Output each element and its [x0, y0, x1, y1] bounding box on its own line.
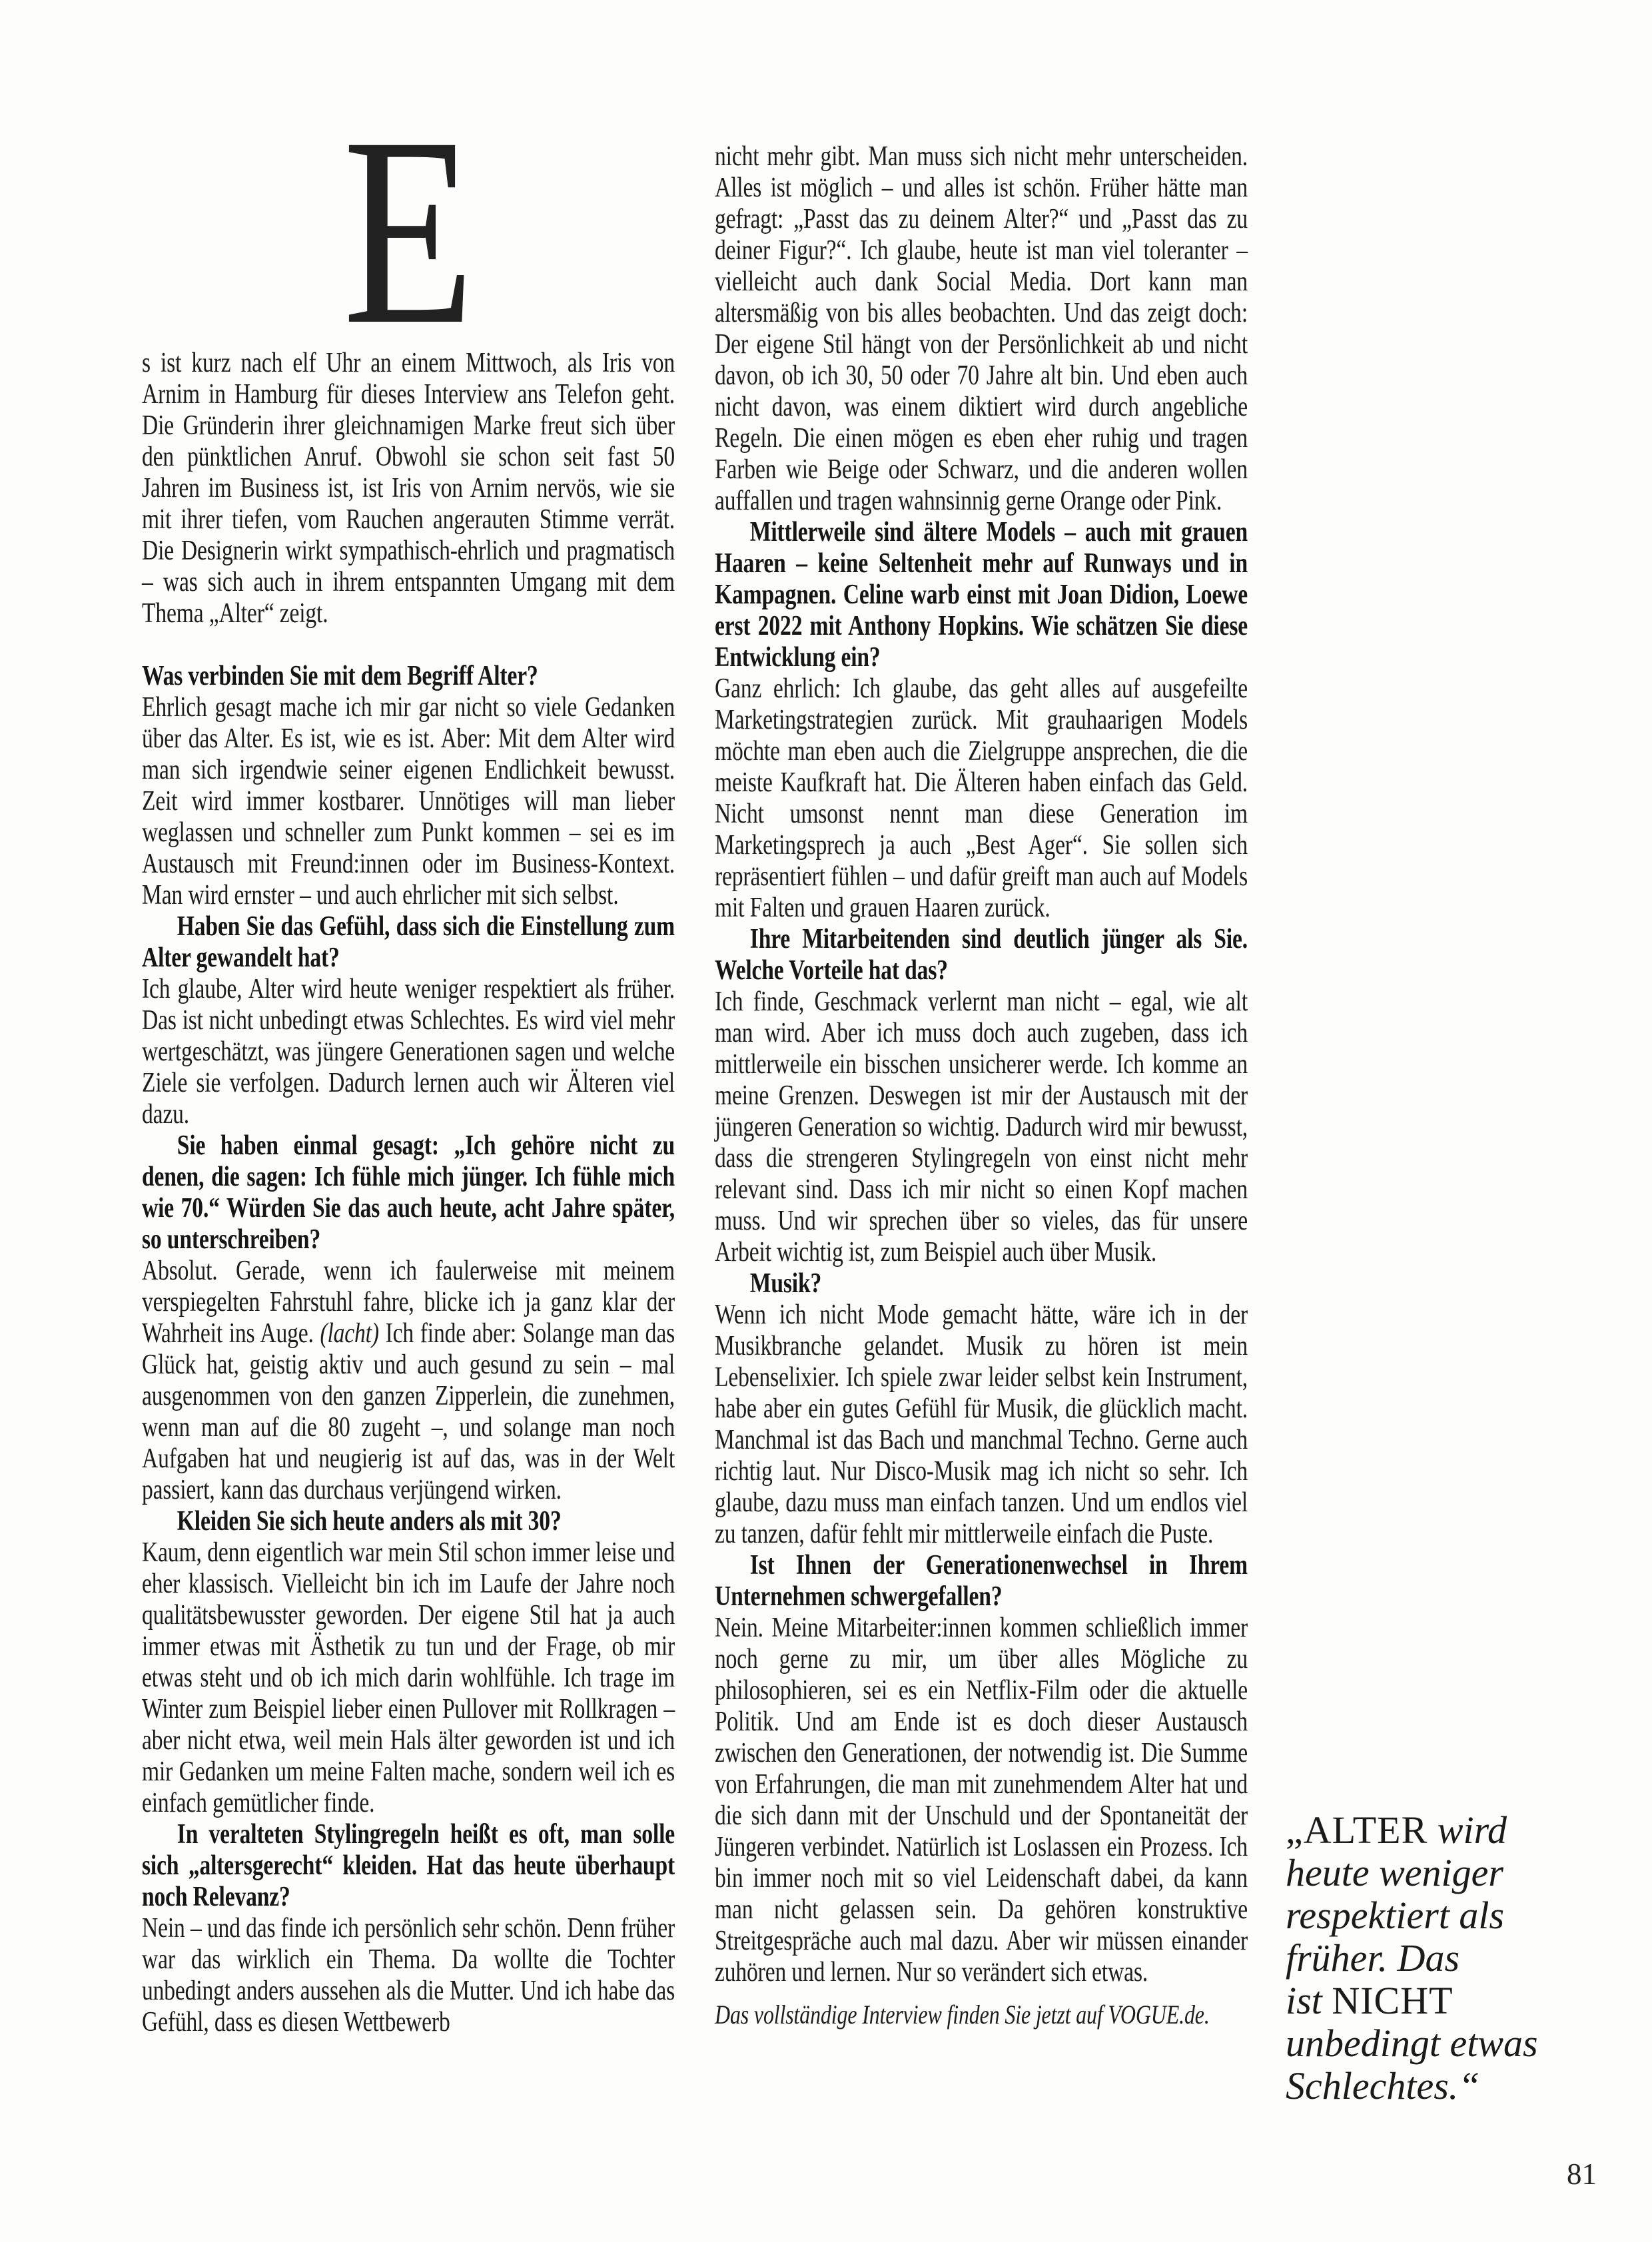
- column-left: [142, 81, 675, 2038]
- text-run: Ihre Mitarbeitenden sind deutlich jünger als Sie. Welche Vorteile hat das?: [715, 924, 1248, 986]
- text-run: Kaum, denn eigentlich war mein Stil schon immer leise und eher klassisch. Vielleicht bin ich im Laufe der Jahre noch qualitätsbewusster geworden. Der eigene Stil hat ja auch immer etwas mit Ästhetik zu tun und der Frage, ob mir etwas steht und ob ich mich darin wohlfühle. Ich trage im Winter zum Beispiel lieber einen Pullover mit Rollkragen – aber nicht etwa, weil mein Hals älter geworden ist und ich mir Gedanken um meine Falten mache, sondern weil ich es einfach gemütlicher finde.: [142, 1537, 675, 1818]
- interview-question: [715, 1268, 1248, 1300]
- text-run: nicht mehr gibt. Man muss sich nicht mehr unterscheiden. Alles ist möglich – und alles ist schön. Früher hätte man gefragt: „Passt das zu deinem Alter?“ und „Passt das zu deiner Figur?“. Ich glaube, heute ist man viel toleranter – vielleicht auch dank Social Media. Dort kann man altersmäßig von bis alles beobachten. Und das zeigt doch: Der eigene Stil hängt von der Persönlichkeit ab und nicht davon, ob ich 30, 50 oder 70 Jahre alt bin. Und eben auch nicht davon, was einem diktiert wird durch angebliche Regeln. Die einen mögen es eben eher ruhig und tragen Farben wie Beige oder Schwarz, und die anderen wollen auffallen und tragen wahnsinnig gerne Orange oder Pink.: [715, 141, 1248, 516]
- text-run: Absolut. Gerade, wenn ich faulerweise mit meinem verspiegelten Fahrstuhl fahre, blicke ich ja ganz klar der Wahrheit ins Auge.: [142, 1256, 675, 1349]
- text-run: Was verbinden Sie mit dem Begriff Alter?: [142, 661, 538, 691]
- italic-run: Schlechtes.“: [1286, 2064, 1480, 2107]
- interview-answer: [715, 1300, 1248, 1550]
- column-right: [715, 141, 1248, 2030]
- text-run: In veralteten Stylingregeln heißt es oft, man solle sich „altersgerecht“ kleiden. Hat das heute überhaupt noch Relevanz?: [142, 1819, 675, 1912]
- pull-quote-line: [1286, 2065, 1572, 2107]
- text-run: Ist Ihnen der Generationenwechsel in Ihrem Unternehmen schwergefallen?: [715, 1550, 1248, 1612]
- interview-question: [142, 1819, 675, 1913]
- text-run: Ich glaube, Alter wird heute weniger respektiert als früher. Das ist nicht unbedingt etwas Schlechtes. Es wird viel mehr wertgeschätzt, was jüngere Generationen sagen und welche Ziele sie verfolgen. Dadurch lernen auch wir Älteren viel dazu.: [142, 974, 675, 1130]
- text-run: Kleiden Sie sich heute anders als mit 30?: [177, 1506, 562, 1537]
- caps-run: NICHT: [1332, 1979, 1453, 2022]
- italic-run: respektiert als: [1286, 1894, 1505, 1937]
- interview-answer: [715, 673, 1248, 924]
- text-run: Nein – und das finde ich persönlich sehr schön. Denn früher war das wirklich ein Thema. Da wollte die Tochter unbedingt anders aussehen als die Mutter. Und ich habe das Gefühl, dass es diesen Wettbewerb: [142, 1913, 675, 2038]
- interview-answer: [715, 986, 1248, 1268]
- pull-quote-line: [1286, 1809, 1572, 1852]
- pull-quote-line: [1286, 1852, 1572, 1894]
- interview-question: [715, 1550, 1248, 1613]
- italic-run: heute weniger: [1286, 1851, 1503, 1894]
- page-number: 81: [1567, 2157, 1597, 2191]
- italic-run: (lacht): [320, 1318, 379, 1349]
- italic-run: ist: [1286, 1979, 1332, 2022]
- italic-run: unbedingt etwas: [1286, 2022, 1538, 2065]
- pull-quote-line: [1286, 2022, 1572, 2065]
- text-run: Ehrlich gesagt mache ich mir gar nicht so viele Gedanken über das Alter. Es ist, wie es ist. Aber: Mit dem Alter wird man sich irgendwie seiner eigenen Endlichkeit bewusst. Zeit wird immer kostbarer. Unnötiges will man lieber weglassen und schneller zum Punkt kommen – sei es im Austausch mit Freund:innen oder im Business-Kontext. Man wird ernster – und auch ehrlicher mit sich selbst.: [142, 692, 675, 911]
- column-left-text: [142, 348, 675, 2038]
- text-run: Ganz ehrlich: Ich glaube, das geht alles auf ausgefeilte Marketingstrategien zurück. Mit grauhaarigen Models möchte man eben auch die Zielgruppe ansprechen, die die meiste Kaufkraft hat. Die Älteren haben einfach das Geld. Nicht umsonst nennt man diese Generation im Marketingsprech ja auch „Best Ager“. Sie sollen sich repräsentiert fühlen – und dafür greift man auch auf Models mit Falten und grauen Haaren zurück.: [715, 673, 1248, 923]
- text-run: Musik?: [749, 1268, 822, 1299]
- interview-answer: [142, 1913, 675, 2038]
- pull-quote-line: [1286, 1980, 1572, 2022]
- interview-question: [142, 1130, 675, 1256]
- text-run: Mittlerweile sind ältere Models – auch mit grauen Haaren – keine Seltenheit mehr auf Runways und in Kampagnen. Celine warb einst mit Joan Didion, Loewe erst 2022 mit Anthony Hopkins. Wie schätzen Sie diese Entwicklung ein?: [715, 517, 1248, 673]
- interview-answer: [142, 974, 675, 1130]
- interview-answer: [715, 1613, 1248, 1988]
- interview-answer: [142, 1537, 675, 1819]
- interview-answer: [142, 692, 675, 911]
- text-run: Haben Sie das Gefühl, dass sich die Einstellung zum Alter gewandelt hat?: [142, 911, 675, 973]
- italic-run: wird: [1428, 1808, 1507, 1852]
- interview-question: [142, 911, 675, 974]
- interview-question: [142, 1506, 675, 1537]
- column-right-inner: [715, 141, 1248, 2030]
- pull-quote-line: [1286, 1894, 1572, 1937]
- column-left-inner: [142, 81, 675, 2038]
- drop-cap: E: [342, 81, 475, 380]
- caps-run: „ALTER: [1286, 1808, 1428, 1852]
- interview-question: [715, 924, 1248, 986]
- text-run: Wenn ich nicht Mode gemacht hätte, wäre ich in der Musikbranche gelandet. Musik zu hören ist mein Lebenselixier. Ich spiele zwar leider selbst kein Instrument, habe aber ein gutes Gefühl für Musik, die glücklich macht. Manchmal ist das Bach und manchmal Techno. Gerne auch richtig laut. Nur Disco-Musik mag ich nicht so sehr. Ich glaube, dazu muss man einfach tanzen. Und um endlos viel zu tanzen, dafür fehlt mir mittlerweile einfach die Puste.: [715, 1300, 1248, 1549]
- text-run: s ist kurz nach elf Uhr an einem Mittwoch, als Iris von Arnim in Hamburg für dieses Interview ans Telefon geht. Die Gründerin ihrer gleichnamigen Marke freut sich über den pünktlichen Anruf. Obwohl sie schon seit fast 50 Jahren im Business ist, ist Iris von Arnim nervös, wie sie mit ihrer tiefen, vom Rauchen angerauten Stimme verrät. Die Designerin wirkt sympathisch-ehrlich und pragmatisch – was sich auch in ihrem entspannten Umgang mit dem Thema „Alter“ zeigt.: [142, 348, 675, 629]
- interview-answer: [715, 141, 1248, 517]
- column-right-text: [715, 141, 1248, 2030]
- footer-note: [715, 1999, 1248, 2030]
- italic-run: Das vollständige Interview finden Sie jetzt auf VOGUE.de.: [715, 2000, 1210, 2030]
- pull-quote: [1286, 1809, 1572, 2107]
- interview-question: [142, 661, 675, 692]
- text-run: Nein. Meine Mitarbeiter:innen kommen schließlich immer noch gerne zu mir, um über alles Mögliche zu philosophieren, sei es ein Netflix-Film oder die aktuelle Politik. Und am Ende ist es doch dieser Austausch zwischen den Generationen, der notwendig ist. Die Summe von Erfahrungen, die man mit zunehmendem Alter hat und die sich dann mit der Unschuld und der Spontaneität der Jüngeren verbindet. Natürlich ist Loslassen ein Prozess. Ich bin immer noch mit so viel Leidenschaft dabei, da kann man nicht gelassen sein. Da gehören konstruktive Streitgespräche auch mal dazu. Aber wir müssen einander zuhören und lernen. Nur so verändert sich etwas.: [715, 1613, 1248, 1988]
- interview-answer: [142, 1256, 675, 1506]
- italic-run: früher. Das: [1286, 1936, 1460, 1980]
- pull-quote-line: [1286, 1937, 1572, 1980]
- intro-paragraph: [142, 348, 675, 629]
- text-run: Ich finde, Geschmack verlernt man nicht – egal, wie alt man wird. Aber ich muss doch auch zugeben, dass ich mittlerweile ein bisschen unsicherer werde. Ich komme an meine Grenzen. Deswegen ist mir der Austausch mit der jüngeren Generation so wichtig. Dadurch wird mir bewusst, dass die strengeren Stylingregeln von einst nicht mehr relevant sind. Dass ich mir nicht so einen Kopf machen muss. Und wir sprechen über so vieles, das für unsere Arbeit wichtig ist, zum Beispiel auch über Musik.: [715, 986, 1248, 1268]
- text-run: Ich finde aber: Solange man das Glück hat, geistig aktiv und auch gesund zu sein – mal ausgenommen von den ganzen Zipperlein, die zunehmen, wenn man auf die 80 zugeht –, und solange man noch Aufgaben hat und neugierig ist auf das, was in der Welt passiert, kann das durchaus verjüngend wirken.: [142, 1318, 675, 1505]
- interview-question: [715, 517, 1248, 673]
- text-run: Sie haben einmal gesagt: „Ich gehöre nicht zu denen, die sagen: Ich fühle mich jünger. Ich fühle mich wie 70.“ Würden Sie das auch heute, acht Jahre später, so unterschreiben?: [142, 1130, 675, 1255]
